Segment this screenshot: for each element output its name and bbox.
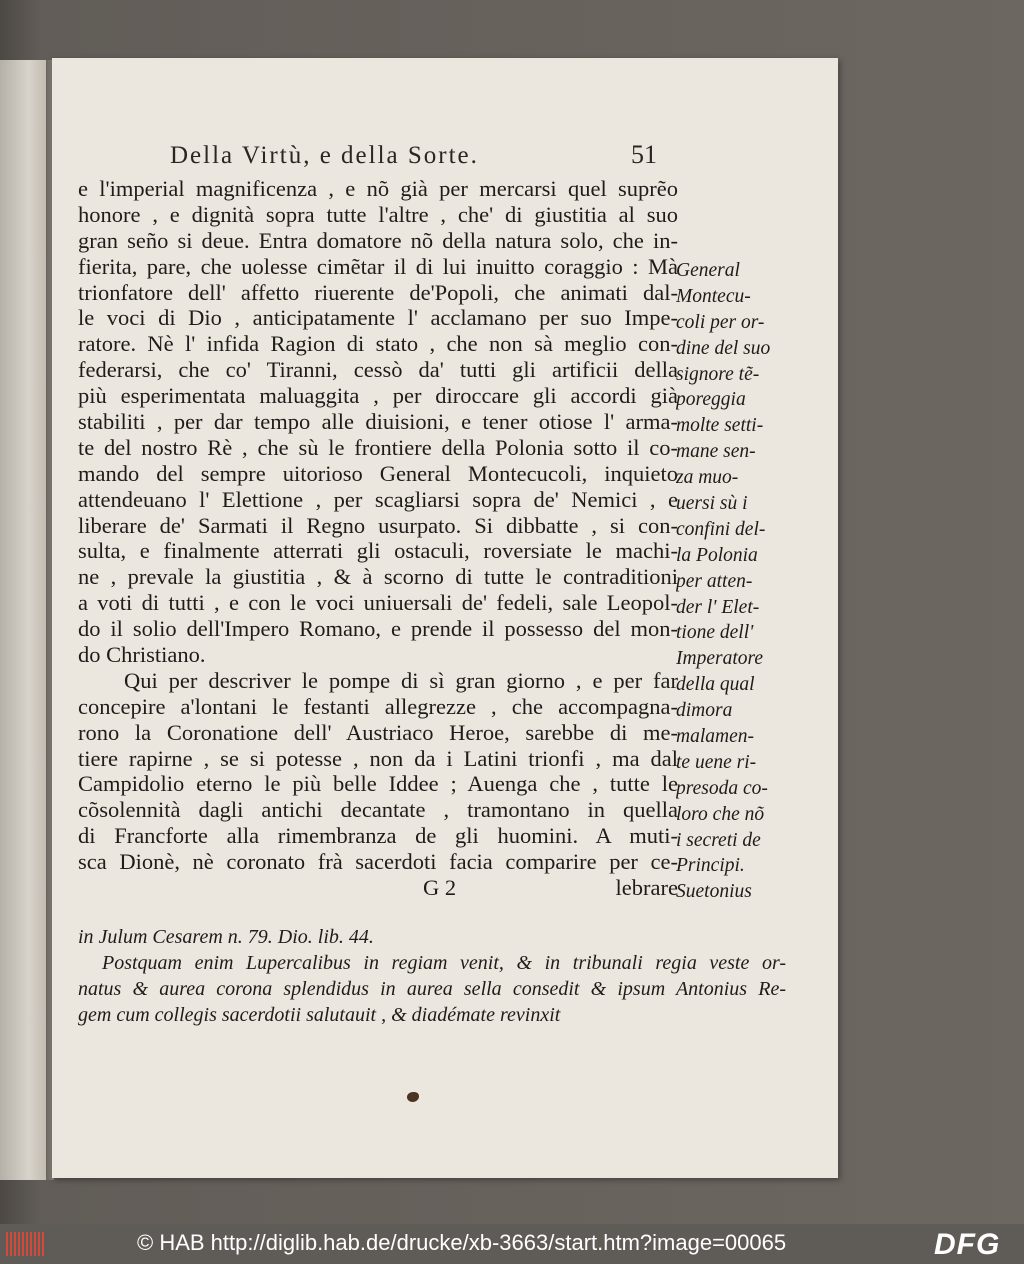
text-line: honore , e dignità sopra tutte l'altre , che' di giustitia al suo [78, 201, 678, 227]
text-line: stabiliti , per dar tempo alle diuisioni, e tener otiose l' arma- [78, 409, 678, 435]
text-line: più esperimentata maluaggita , per diroccare gli accordi già [78, 383, 678, 409]
margin-note-line: presoda co- [676, 777, 768, 799]
margin-note-line: molte setti- [676, 415, 764, 437]
margin-note-line: coli per or- [676, 311, 765, 333]
margin-note-line: dimora [676, 700, 733, 722]
running-head: Della Virtù, e della Sorte. [170, 142, 479, 169]
margin-note-line: signore tẽ- [676, 363, 760, 385]
margin-note-line: te uene ri- [676, 751, 757, 773]
text-line: sulta, e finalmente atterrati gli ostaculi, roversiate le machi- [78, 538, 678, 564]
footnote-line: gem cum collegis sacerdotii salutauit , & diadémate revinxit [78, 1004, 561, 1026]
text-line: cõsolennità dagli antichi decantate , tramontano in quella [78, 797, 678, 823]
margin-note-line: Montecu- [676, 285, 751, 307]
text-line: ratore. Nè l' infida Ragion di stato , che non sà meglio con- [78, 331, 678, 357]
margin-note-line: i secreti de [676, 829, 761, 851]
text-line: mando del sempre uitorioso General Montecucoli, inquieto [78, 460, 678, 486]
margin-note-line: Imperatore [676, 648, 764, 670]
text-line: ne , prevale la giustitia , & à scorno di tutte le contraditioni [78, 564, 678, 590]
text-line: te del nostro Rè , che sù le frontiere della Polonia sotto il co- [78, 434, 678, 460]
catchword: lebrare [615, 875, 678, 901]
text-line: le voci di Dio , anticipatamente l' acclamano per suo Impe- [78, 305, 678, 331]
text-line: di Francforte alla rimembranza de gli huomini. A muti- [78, 823, 678, 849]
footnote-line: Postquam enim Lupercalibus in regiam venit, & in tribunali regia veste or- [102, 952, 786, 974]
text-line: a voti di tutti , e con le voci uniuersali de' fedeli, sale Leopol- [78, 590, 678, 616]
signature-line [78, 875, 678, 901]
margin-note-line: General [676, 260, 740, 281]
footer-copyright-link[interactable]: © HAB http://diglib.hab.de/drucke/xb-3663/start.htm?image=00065 [137, 1230, 787, 1255]
text-line: gran seño si deue. Entra domatore nõ della natura solo, che in- [78, 227, 678, 253]
text-line: sca Dionè, nè coronato frà sacerdoti facia comparire per ce- [78, 849, 678, 875]
text-line: do Christiano. [78, 642, 206, 668]
book-page [52, 58, 838, 1178]
margin-note-line: per atten- [676, 570, 753, 592]
previous-page-edge [0, 60, 48, 1180]
page-number: 51 [631, 140, 657, 169]
margin-note-line: la Polonia [676, 544, 758, 566]
margin-note-line: uersi sù i [676, 493, 748, 515]
text-line: do il solio dell'Impero Romano, e prende il possesso del mon- [78, 616, 678, 642]
margin-note-line: dine del suo [676, 337, 771, 359]
text-line: rono la Coronatione dell' Austriaco Heroe, sarebbe di me- [78, 719, 678, 745]
margin-note-line: der l' Elet- [676, 596, 760, 618]
footnote-line: in Julum Cesarem n. 79. Dio. lib. 44. [78, 926, 374, 948]
text-line: trionfatore dell' affetto riuerente de'Popoli, che animati dal- [78, 279, 678, 305]
margin-note-line: mane sen- [676, 441, 756, 463]
text-line: fierita, pare, che uolesse cimẽtar il di lui inuitto coraggio : Mà [78, 253, 678, 279]
margin-note-line: della qual [676, 674, 755, 696]
margin-note-line: za muo- [676, 467, 739, 489]
text-line: tiere rapirne , se si potesse , non da i Latini trionfi , ma dal [78, 745, 678, 771]
text-line: e l'imperial magnificenza , e nõ già per mercarsi quel suprẽo [78, 176, 678, 201]
footer-bar [0, 1224, 1024, 1264]
hab-logo-icon [6, 1232, 46, 1256]
text-line: Qui per descriver le pompe di sì gran giorno , e per far [124, 667, 678, 693]
footnote-line: natus & aurea corona splendidus in aurea sella consedit & ipsum Antonius Re- [78, 978, 786, 1000]
ink-blot [407, 1092, 419, 1102]
margin-note-line: tione dell' [676, 622, 754, 644]
dfg-logo: DFG [934, 1228, 1001, 1261]
margin-note-line: poreggia [676, 389, 746, 411]
main-text [78, 176, 678, 901]
margin-note-line: loro che nõ [676, 803, 765, 825]
margin-note-line: Suetonius [676, 881, 752, 903]
text-line: federarsi, che co' Tiranni, cessò da' tutti gli artificii della [78, 357, 678, 383]
text-line: attendeuano l' Elettione , per scagliarsi sopra de' Nemici , e [78, 486, 678, 512]
margin-note-line: malamen- [676, 726, 754, 748]
text-line: Campidolio eterno le più belle Iddee ; Auenga che , tutte le [78, 771, 678, 797]
signature-mark: G 2 [423, 875, 457, 901]
margin-note-line: Principi. [676, 855, 745, 877]
margin-note-line: confini del- [676, 518, 766, 540]
footnote [78, 924, 786, 1028]
text-line: concepire a'lontani le festanti allegrezze , che accompagna- [78, 693, 678, 719]
margin-note [676, 258, 788, 905]
text-line: liberare de' Sarmati il Regno usurpato. Si dibbatte , si con- [78, 512, 678, 538]
